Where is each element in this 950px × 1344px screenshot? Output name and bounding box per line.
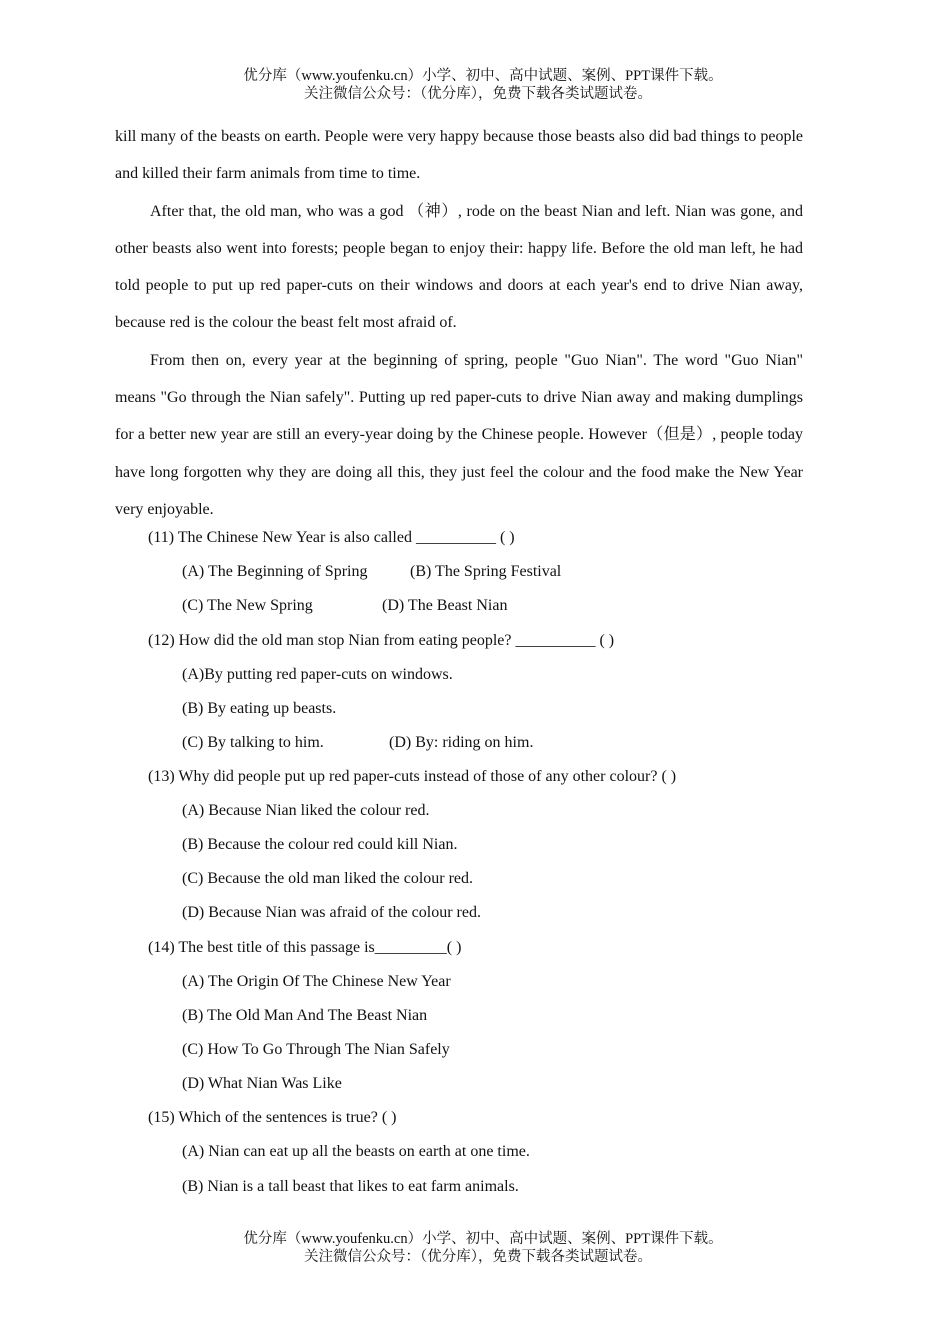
passage-paragraph-1: kill many of the beasts on earth. People were very happy because those beasts also did bad things to people and killed their farm animals from time to time. (115, 128, 803, 183)
question-14-stem: (14) The best title of this passage is_________( ) (148, 939, 462, 956)
question-14-option-d: (D) What Nian Was Like (182, 1075, 342, 1092)
question-15-option-b: (B) Nian is a tall beast that likes to eat farm animals. (182, 1178, 519, 1195)
footer-line-1: 优分库（www.youfenku.cn）小学、初中、高中试题、案例、PPT课件下载。 (243, 1231, 723, 1247)
question-15-option-a: (A) Nian can eat up all the beasts on earth at one time. (182, 1143, 530, 1160)
passage-paragraph-3: From then on, every year at the beginning of spring, people "Guo Nian". The word "Guo Nian" means "Go through the Nian safely". Putting up red paper-cuts to drive Nian away and making dumplings for a better new year are still an every-year doing by the Chinese people. However（但是）, people today have long forgotten why they are doing all this, they just feel the colour and the food make the New Year very enjoyable. (115, 351, 803, 518)
header-line-2: 关注微信公众号：（优分库），免费下载各类试题试卷。 (304, 86, 652, 102)
reading-passage (115, 118, 803, 528)
question-14-option-a: (A) The Origin Of The Chinese New Year (182, 973, 451, 990)
question-11-option-b: (B) The Spring Festival (410, 563, 562, 580)
footer-line-2: 关注微信公众号：（优分库），免费下载各类试题试卷。 (304, 1249, 652, 1265)
question-11-option-d: (D) The Beast Nian (382, 597, 508, 614)
question-11-option-c: (C) The New Spring (182, 597, 313, 614)
question-14-option-c: (C) How To Go Through The Nian Safely (182, 1041, 450, 1058)
question-13-option-a: (A) Because Nian liked the colour red. (182, 802, 430, 819)
page-footer (0, 1230, 950, 1266)
question-13-stem: (13) Why did people put up red paper-cuts instead of those of any other colour? ( ) (148, 768, 677, 785)
question-12-option-a: (A)By putting red paper-cuts on windows. (182, 666, 453, 683)
question-12-stem: (12) How did the old man stop Nian from eating people? __________ ( ) (148, 632, 615, 649)
question-15-stem: (15) Which of the sentences is true? ( ) (148, 1109, 397, 1126)
question-11-option-a: (A) The Beginning of Spring (182, 563, 368, 580)
page-header (0, 67, 950, 103)
passage-paragraph-2: After that, the old man, who was a god （神）, rode on the beast Nian and left. Nian was gone, and other beasts also went into forests; people began to enjoy their: happy life. Before the old man left, he had told people to put up red paper-cuts on their windows and doors at each year's end to drive Nian away, because red is the colour the beast felt most afraid of. (115, 202, 803, 332)
question-12-option-c: (C) By talking to him. (182, 734, 324, 751)
question-13-option-d: (D) Because Nian was afraid of the colour red. (182, 904, 481, 921)
header-line-1: 优分库（www.youfenku.cn）小学、初中、高中试题、案例、PPT课件下载。 (243, 68, 723, 84)
question-12-option-d: (D) By: riding on him. (389, 734, 534, 751)
question-13-option-b: (B) Because the colour red could kill Nian. (182, 836, 458, 853)
question-13-option-c: (C) Because the old man liked the colour red. (182, 870, 474, 887)
question-11-stem: (11) The Chinese New Year is also called __________ ( ) (148, 529, 515, 546)
question-12-option-b: (B) By eating up beasts. (182, 700, 337, 717)
question-14-option-b: (B) The Old Man And The Beast Nian (182, 1007, 428, 1024)
